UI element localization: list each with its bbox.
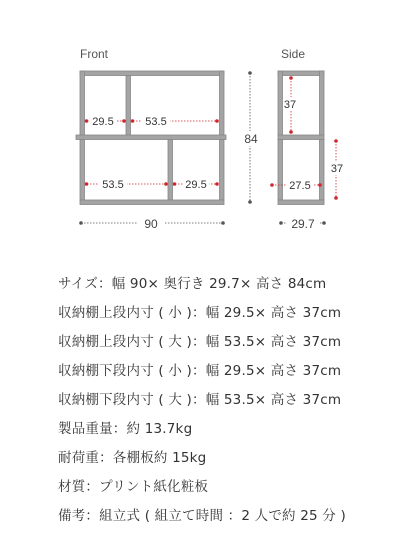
side-lower-height-label: 37 xyxy=(330,163,344,175)
spec-lower-large-inner: 収納棚下段内寸 ( 大 )：幅 53.5× 高さ 37cm xyxy=(58,392,342,408)
side-lower-height-dimension xyxy=(328,139,346,200)
front-lower-large-dimension xyxy=(85,177,168,191)
side-total-depth-dimension xyxy=(279,215,326,231)
spec-material: 材質：プリント紙化粧板 xyxy=(58,479,209,495)
front-total-width-dimension xyxy=(79,215,225,231)
upper-large-width-label: 53.5 xyxy=(145,116,167,128)
spec-list xyxy=(58,270,408,531)
front-upper-large-dimension xyxy=(131,114,219,128)
dimension-diagram xyxy=(0,0,420,262)
spec-upper-large-inner: 収納棚上段内寸 ( 大 )：幅 53.5× 高さ 37cm xyxy=(58,334,342,350)
total-height-label: 84 xyxy=(244,132,258,146)
front-lower-small-dimension xyxy=(173,177,219,191)
spec-lower-small-inner: 収納棚下段内寸 ( 小 )：幅 29.5× 高さ 37cm xyxy=(58,363,342,379)
side-inner-depth-label: 27.5 xyxy=(289,180,311,192)
spec-load-capacity: 耐荷重：各棚板約 15kg xyxy=(58,450,207,466)
total-width-label: 90 xyxy=(144,217,158,231)
spec-weight: 製品重量：約 13.7kg xyxy=(58,421,193,437)
side-upper-height-dimension xyxy=(284,76,300,134)
lower-small-width-label: 29.5 xyxy=(185,179,207,191)
front-total-height-dimension xyxy=(240,71,262,204)
spec-upper-small-inner: 収納棚上段内寸 ( 小 )：幅 29.5× 高さ 37cm xyxy=(58,305,342,321)
side-view-label: Side xyxy=(281,47,306,61)
front-view-label: Front xyxy=(80,47,109,61)
spec-notes: 備考：組立式 ( 組立て時間 ：2 人で約 25 分 ) xyxy=(58,508,346,524)
front-upper-small-dimension xyxy=(85,114,126,128)
upper-small-width-label: 29.5 xyxy=(92,116,114,128)
spec-size: サイズ：幅 90× 奥行き 29.7× 高さ 84cm xyxy=(58,276,327,292)
side-upper-height-label: 37 xyxy=(283,99,297,111)
side-total-depth-label: 29.7 xyxy=(291,217,315,231)
lower-large-width-label: 53.5 xyxy=(102,179,124,191)
